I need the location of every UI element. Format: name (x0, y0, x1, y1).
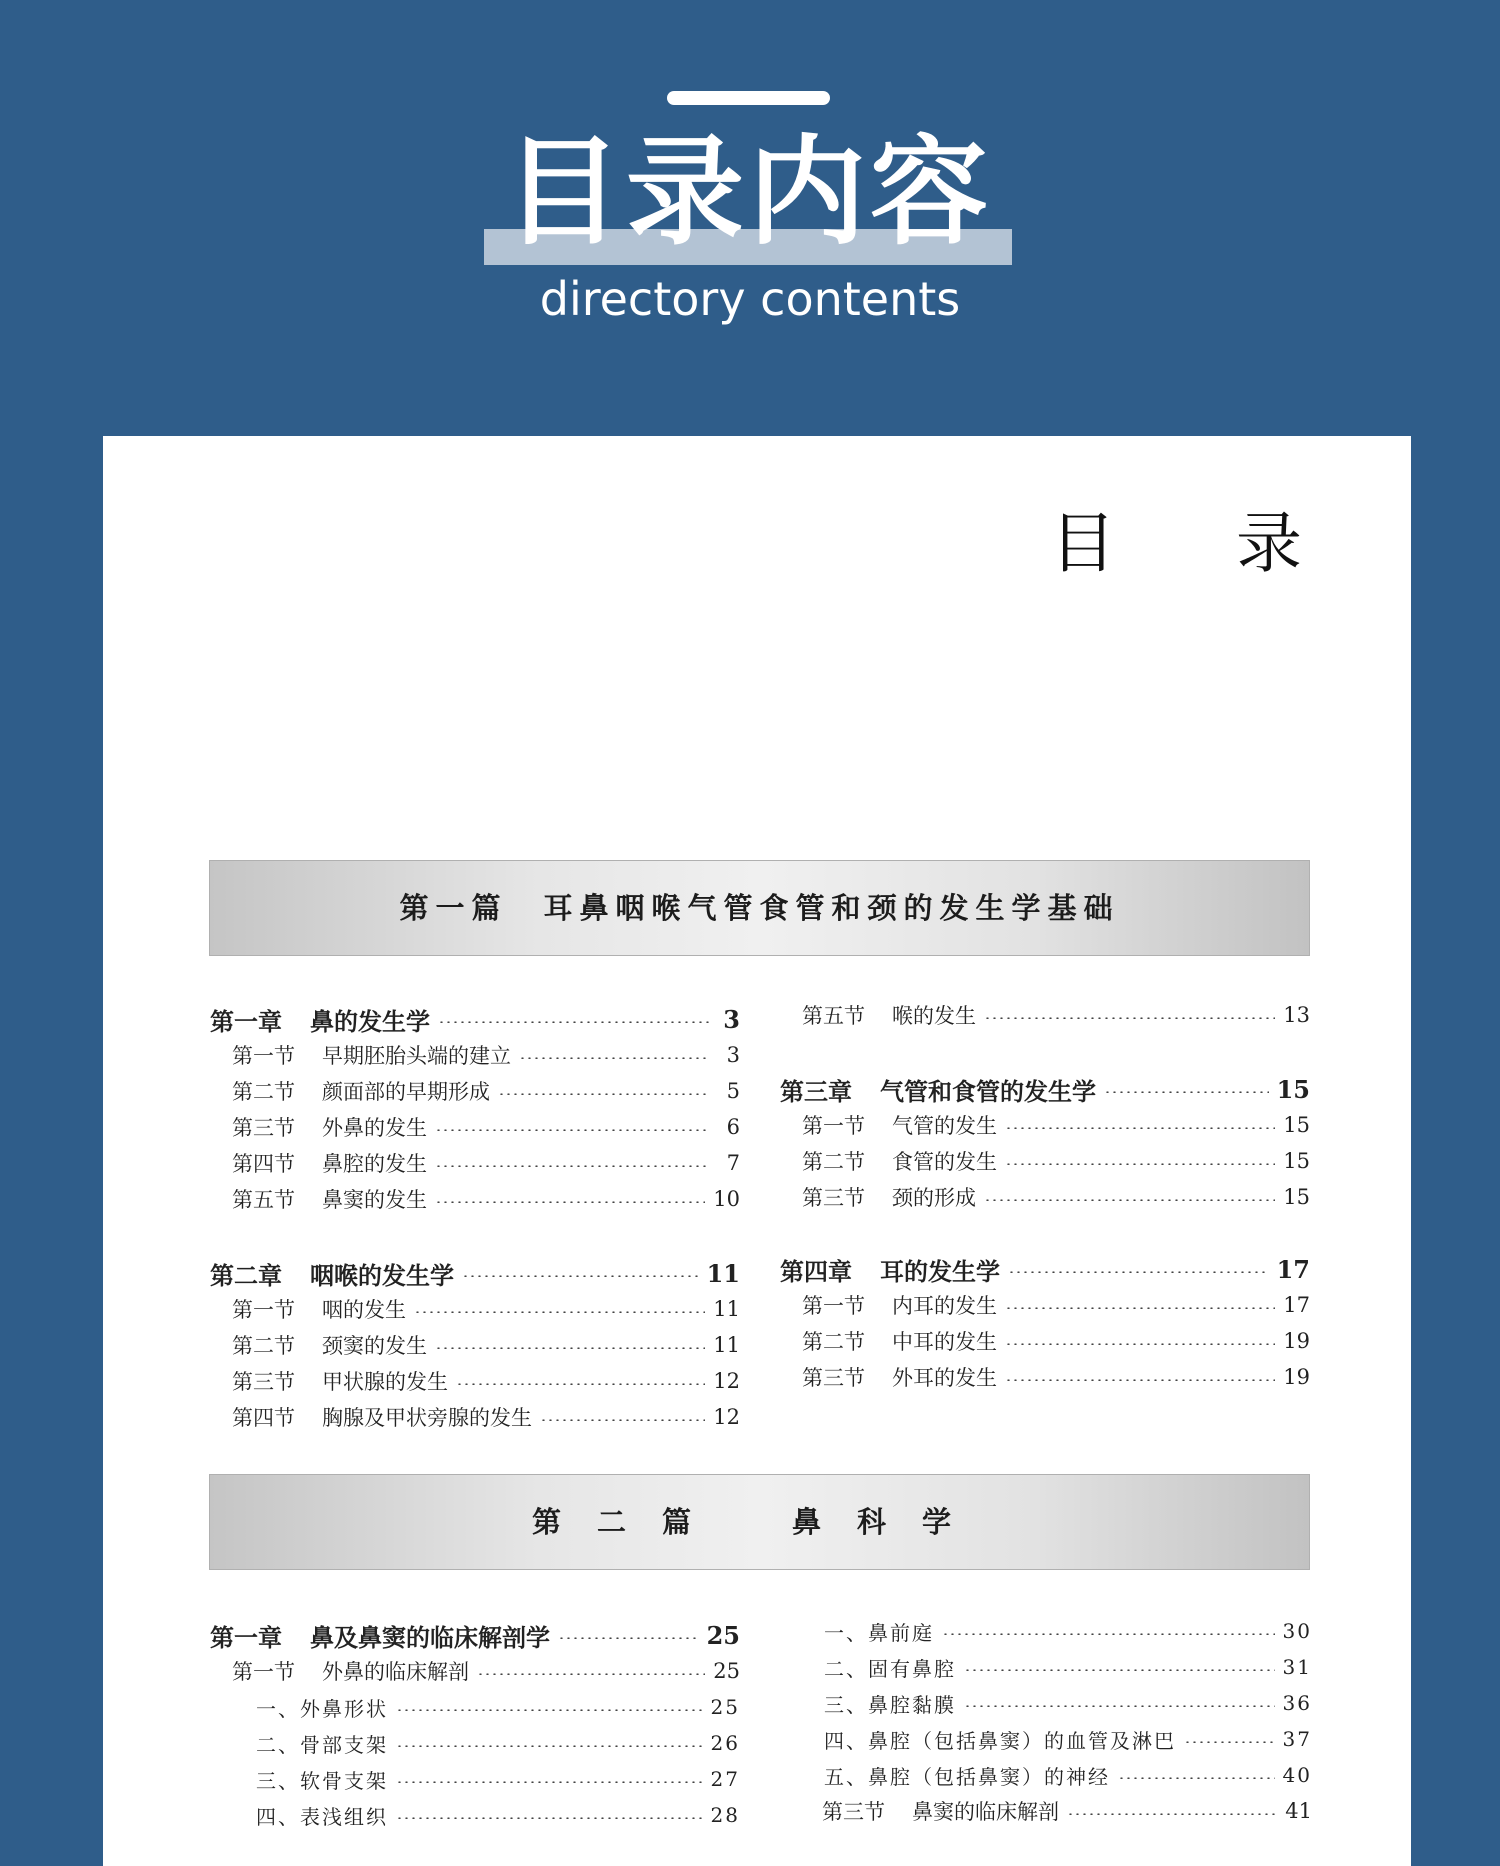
toc-entry-page: 25 (710, 1695, 740, 1719)
toc-entry-title: 二、固有鼻腔 (824, 1656, 956, 1681)
dot-leader (1005, 1379, 1275, 1381)
toc-entry-title: 鼻的发生学 (310, 1006, 430, 1036)
toc-entry-title: 食管的发生 (892, 1150, 997, 1174)
dot-leader (396, 1781, 703, 1783)
toc-entry-title: 三、鼻腔黏膜 (824, 1692, 956, 1717)
toc-entry-page: 17 (1276, 1254, 1310, 1284)
toc-entry-number: 第一章 (210, 1006, 282, 1036)
toc-entry-page: 15 (1283, 1113, 1310, 1137)
toc-entry-title: 一、鼻前庭 (824, 1620, 934, 1645)
dot-leader (462, 1275, 699, 1277)
toc-entry-number: 第一节 (232, 1044, 295, 1068)
toc-entry-page: 11 (713, 1333, 740, 1357)
toc-entry[interactable] (800, 1794, 1312, 1828)
dot-leader (984, 1017, 1275, 1019)
toc-entry-title: 内耳的发生 (892, 1294, 997, 1318)
toc-entry-number: 第一节 (232, 1298, 295, 1322)
toc-entry-title: 颈窦的发生 (322, 1334, 427, 1358)
dot-leader (1005, 1307, 1275, 1309)
toc-entry-number: 第二节 (802, 1330, 865, 1354)
toc-entry-title: 喉的发生 (892, 1004, 976, 1028)
toc-entry-page: 13 (1283, 1003, 1310, 1027)
part-banner-2: 第二篇 鼻科学 (209, 1474, 1310, 1570)
toc-entry[interactable] (210, 1762, 740, 1796)
toc-entry-number: 第三章 (780, 1076, 852, 1106)
toc-heading: 目录 (1050, 505, 1422, 582)
toc-entry[interactable] (780, 998, 1310, 1032)
toc-entry-number: 第一节 (232, 1660, 295, 1684)
dot-leader (1067, 1813, 1277, 1815)
toc-entry-number: 第四节 (232, 1406, 295, 1430)
toc-entry[interactable] (210, 1618, 740, 1652)
toc-entry-number: 第四节 (232, 1152, 295, 1176)
toc-entry-page: 10 (713, 1187, 740, 1211)
toc-entry-page: 25 (706, 1620, 740, 1650)
banner-title: 目录内容 (503, 123, 992, 261)
toc-entry-number: 第三节 (802, 1186, 865, 1210)
dot-leader (396, 1709, 703, 1711)
dot-leader (435, 1165, 710, 1167)
dot-leader (1005, 1343, 1275, 1345)
toc-entry-page: 31 (1282, 1655, 1312, 1679)
toc-entry[interactable] (210, 1002, 740, 1036)
toc-entry[interactable] (780, 1252, 1310, 1286)
dot-leader (435, 1201, 705, 1203)
toc-entry-title: 三、软骨支架 (256, 1768, 388, 1793)
toc-entry-number: 第一节 (802, 1114, 865, 1138)
toc-entry-page: 37 (1282, 1727, 1312, 1751)
dot-leader (477, 1673, 705, 1675)
toc-entry-title: 五、鼻腔（包括鼻窦）的神经 (824, 1764, 1110, 1789)
toc-entry[interactable] (780, 1144, 1310, 1178)
dot-leader (540, 1419, 705, 1421)
toc-entry-number: 第一节 (802, 1294, 865, 1318)
toc-entry[interactable] (210, 1292, 740, 1326)
toc-entry-page: 27 (710, 1767, 740, 1791)
toc-entry[interactable] (800, 1614, 1312, 1648)
toc-entry-title: 四、表浅组织 (256, 1804, 388, 1829)
toc-entry-title: 颜面部的早期形成 (322, 1080, 490, 1104)
toc-entry-title: 早期胚胎头端的建立 (322, 1044, 511, 1068)
toc-entry-page: 19 (1283, 1329, 1310, 1353)
toc-entry[interactable] (780, 1108, 1310, 1142)
toc-entry[interactable] (780, 1360, 1310, 1394)
toc-entry-page: 3 (723, 1004, 740, 1034)
dot-leader (1184, 1741, 1275, 1743)
toc-entry[interactable] (780, 1288, 1310, 1322)
toc-entry-number: 第三节 (232, 1116, 295, 1140)
toc-entry-title: 颈的形成 (892, 1186, 976, 1210)
toc-entry-page: 3 (726, 1043, 740, 1067)
dot-leader (456, 1383, 705, 1385)
dot-leader (435, 1347, 705, 1349)
toc-entry[interactable] (210, 1328, 740, 1362)
toc-entry-number: 第二章 (210, 1260, 282, 1290)
toc-entry-title: 外鼻的发生 (322, 1116, 427, 1140)
toc-entry-title: 甲状腺的发生 (322, 1370, 448, 1394)
toc-entry-page: 11 (706, 1258, 740, 1288)
banner-top-bar (667, 91, 830, 105)
dot-leader (984, 1199, 1275, 1201)
toc-entry[interactable] (800, 1722, 1312, 1756)
toc-entry-title: 胸腺及甲状旁腺的发生 (322, 1406, 532, 1430)
toc-entry-page: 7 (726, 1151, 740, 1175)
dot-leader (498, 1093, 710, 1095)
toc-entry-number: 第三节 (802, 1366, 865, 1390)
toc-entry-page: 26 (710, 1731, 740, 1755)
toc-entry-title: 咽的发生 (322, 1298, 406, 1322)
toc-entry-title: 鼻窦的临床解剖 (912, 1800, 1059, 1824)
toc-entry-page: 11 (713, 1297, 740, 1321)
toc-entry-title: 四、鼻腔（包括鼻窦）的血管及淋巴 (824, 1728, 1176, 1753)
toc-entry-page: 19 (1283, 1365, 1310, 1389)
toc-entry-page: 25 (713, 1659, 740, 1683)
toc-entry-page: 15 (1283, 1149, 1310, 1173)
toc-entry-number: 第二节 (232, 1334, 295, 1358)
part-banner-1: 第一篇 耳鼻咽喉气管食管和颈的发生学基础 (209, 860, 1310, 956)
toc-entry-title: 咽喉的发生学 (310, 1260, 454, 1290)
dot-leader (1005, 1163, 1275, 1165)
dot-leader (558, 1637, 699, 1639)
toc-entry[interactable] (210, 1690, 740, 1724)
toc-entry[interactable] (210, 1798, 740, 1832)
dot-leader (414, 1311, 705, 1313)
banner-subtitle: directory contents (539, 272, 961, 326)
toc-entry-title: 一、外鼻形状 (256, 1696, 388, 1721)
toc-entry[interactable] (780, 1072, 1310, 1106)
toc-entry[interactable] (210, 1110, 740, 1144)
toc-entry-number: 第五节 (802, 1004, 865, 1028)
toc-entry[interactable] (210, 1364, 740, 1398)
dot-leader (1104, 1091, 1269, 1093)
toc-entry-number: 第五节 (232, 1188, 295, 1212)
toc-entry-page: 36 (1282, 1691, 1312, 1715)
dot-leader (519, 1057, 710, 1059)
toc-entry-number: 第四章 (780, 1256, 852, 1286)
toc-entry[interactable] (210, 1182, 740, 1216)
toc-entry-title: 外耳的发生 (892, 1366, 997, 1390)
toc-entry-page: 15 (1276, 1074, 1310, 1104)
toc-entry-title: 气管的发生 (892, 1114, 997, 1138)
toc-entry-title: 鼻窦的发生 (322, 1188, 427, 1212)
dot-leader (435, 1129, 710, 1131)
toc-entry[interactable] (780, 1324, 1310, 1358)
toc-entry-page: 15 (1283, 1185, 1310, 1209)
toc-entry-number: 第二节 (802, 1150, 865, 1174)
dot-leader (438, 1021, 710, 1023)
toc-entry-page: 12 (713, 1405, 740, 1429)
toc-entry[interactable] (800, 1758, 1312, 1792)
dot-leader (964, 1669, 1275, 1671)
toc-entry[interactable] (210, 1400, 740, 1434)
toc-entry-number: 第一章 (210, 1622, 282, 1652)
toc-entry[interactable] (210, 1074, 740, 1108)
toc-entry[interactable] (800, 1650, 1312, 1684)
toc-entry-title: 气管和食管的发生学 (880, 1076, 1096, 1106)
toc-entry-page: 12 (713, 1369, 740, 1393)
toc-entry-number: 第二节 (232, 1080, 295, 1104)
toc-entry-title: 中耳的发生 (892, 1330, 997, 1354)
toc-entry-page: 6 (726, 1115, 740, 1139)
toc-entry[interactable] (800, 1686, 1312, 1720)
toc-entry-page: 17 (1283, 1293, 1310, 1317)
toc-entry-title: 二、骨部支架 (256, 1732, 388, 1757)
toc-entry-page: 30 (1282, 1619, 1312, 1643)
dot-leader (1005, 1127, 1275, 1129)
toc-entry-title: 耳的发生学 (880, 1256, 1000, 1286)
dot-leader (396, 1745, 703, 1747)
toc-entry[interactable] (210, 1146, 740, 1180)
toc-entry[interactable] (210, 1038, 740, 1072)
toc-entry-number: 第三节 (822, 1800, 885, 1824)
toc-entry-number: 第三节 (232, 1370, 295, 1394)
toc-entry-page: 40 (1282, 1763, 1312, 1787)
toc-entry[interactable] (780, 1180, 1310, 1214)
dot-leader (396, 1817, 703, 1819)
dot-leader (1118, 1777, 1275, 1779)
toc-entry-title: 鼻腔的发生 (322, 1152, 427, 1176)
toc-entry-title: 鼻及鼻窦的临床解剖学 (310, 1622, 550, 1652)
toc-entry[interactable] (210, 1256, 740, 1290)
dot-leader (964, 1705, 1275, 1707)
dot-leader (1008, 1271, 1269, 1273)
toc-entry-page: 41 (1285, 1799, 1312, 1823)
toc-entry[interactable] (210, 1654, 740, 1688)
dot-leader (942, 1633, 1275, 1635)
toc-entry[interactable] (210, 1726, 740, 1760)
toc-entry-page: 28 (710, 1803, 740, 1827)
toc-entry-title: 外鼻的临床解剖 (322, 1660, 469, 1684)
toc-entry-page: 5 (726, 1079, 740, 1103)
